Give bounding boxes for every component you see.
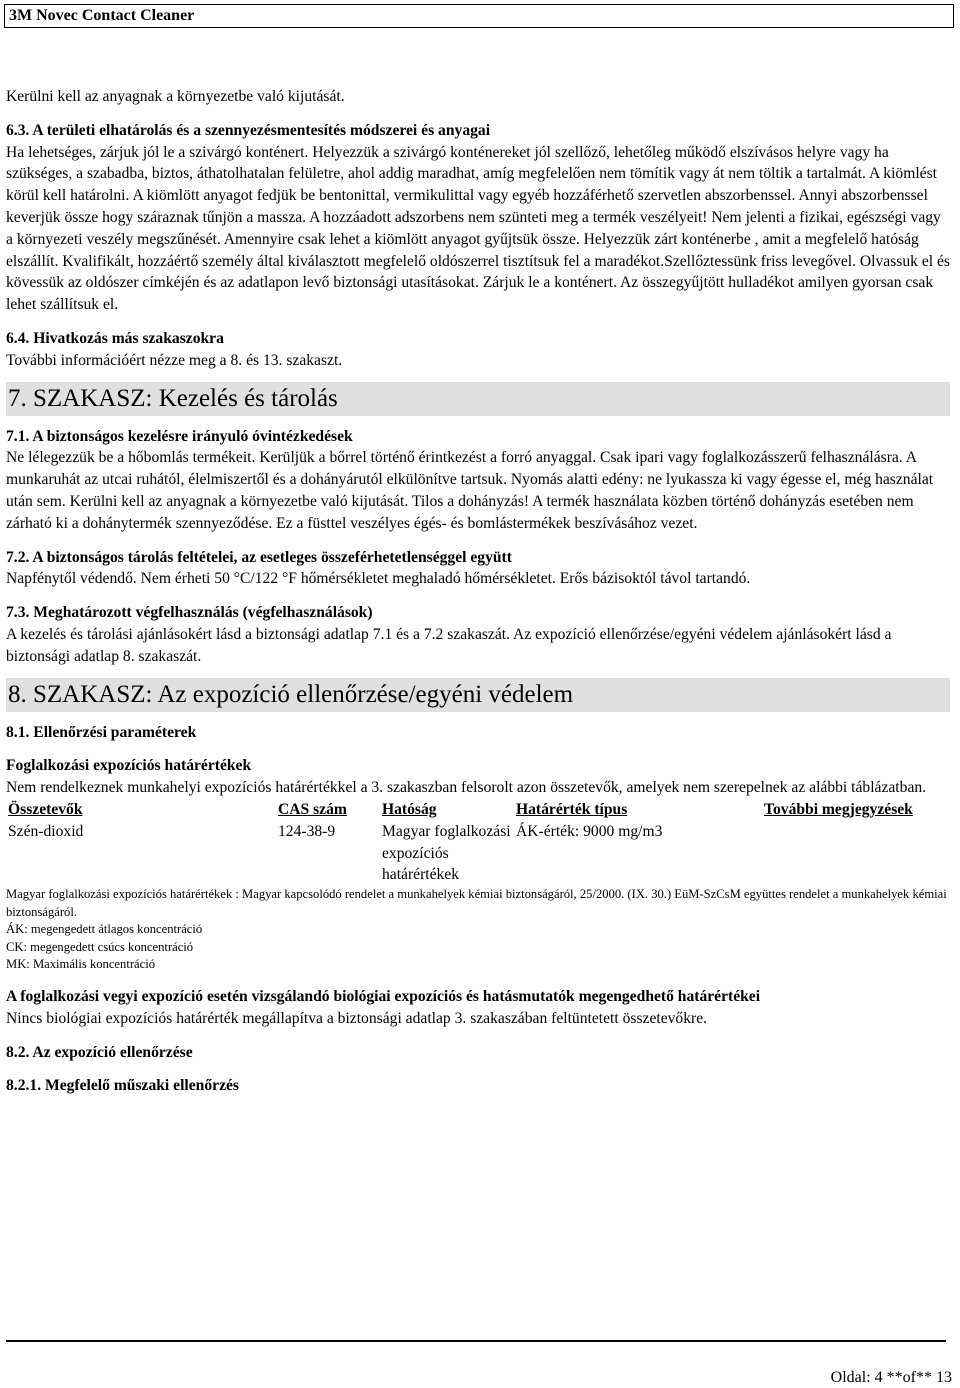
section-8-title: 8. SZAKASZ: Az expozíció ellenőrzése/egyéni védelem xyxy=(6,678,950,712)
section-6-4-heading: 6.4. Hivatkozás más szakaszokra xyxy=(6,329,224,347)
document-title: 3M Novec Contact Cleaner xyxy=(9,7,195,24)
page-number: Oldal: 4 **of** 13 xyxy=(830,1369,952,1386)
column-header-authority: Hatóság xyxy=(382,800,437,818)
exposure-limits-table xyxy=(6,799,950,886)
cell-ingredient: Szén-dioxid xyxy=(8,822,84,840)
document-body xyxy=(6,86,950,1097)
table-note: ÁK: megengedett átlagos koncentráció xyxy=(6,922,203,937)
section-7-1-body: Ne lélegezzük be a hőbomlás termékeit. Kerüljük a bőrrel történő érintkezést a forró anyaggal. Csak ipari vagy foglalkozásszerű felhasználásra. A munkaruhát az utcai ruhától, élelmiszertől és a dohányárutól elkülönítve tartsuk. Nyomás alatti edény: ne lyukassza ki vagy égesse el, még használat után sem. Kerülni kell az anyagnak a környezetbe való kijutását. Tilos a dohányzás! A termék használata közben történő dohányzás esetében nem zárható ki a dohánytermék szennyeződése. Ez a füsttel veszélyes égés- és bomlástermékek beszívásához vezet. xyxy=(6,449,934,532)
column-header-cas: CAS szám xyxy=(278,800,347,818)
section-7-2-body: Napfénytől védendő. Nem érheti 50 °C/122 °F hőmérsékletet meghaladó hőmérsékletet. Erős bázisoktól távol tartandó. xyxy=(6,570,751,588)
table-note: Magyar foglalkozási expozíciós határértékek : Magyar kapcsolódó rendelet a munkahelyek kémiai biztonságáról, 25/2000. (IX. 30.) EüM-SzCsM együttes rendelet a munkahelyek kémiai biztonságáról. xyxy=(6,887,947,919)
section-7-3-heading: 7.3. Meghatározott végfelhasználás (végfelhasználások) xyxy=(6,604,373,622)
document-header xyxy=(4,4,954,28)
occupational-limits-heading: Foglalkozási expozíciós határértékek xyxy=(6,757,252,775)
column-header-remarks: További megjegyzések xyxy=(764,800,913,818)
section-6-4-body: További információért nézze meg a 8. és 13. szakaszt. xyxy=(6,351,343,369)
column-header-ingredient: Összetevők xyxy=(8,800,83,818)
table-note: CK: megengedett csúcs koncentráció xyxy=(6,939,194,954)
section-8-1-heading: 8.1. Ellenőrzési paraméterek xyxy=(6,723,197,741)
occupational-limits-body: Nem rendelkeznek munkahelyi expozíciós határértékkel a 3. szakaszban felsorolt azon összetevők, amelyek nem szerepelnek az alábbi táblázatban. xyxy=(6,779,927,797)
table-note: MK: Maximális koncentráció xyxy=(6,957,155,972)
footer-divider xyxy=(6,1340,946,1342)
section-8-2-heading: 8.2. Az expozíció ellenőrzése xyxy=(6,1043,193,1061)
section-7-2-heading: 7.2. A biztonságos tárolás feltételei, az esetleges összeférhetetlenséggel együtt xyxy=(6,548,512,566)
section-7-3-body: A kezelés és tárolási ajánlásokért lásd a biztonsági adatlap 7.1 és a 7.2 szakaszát. Az expozíció ellenőrzése/egyéni védelem ajánlásokért lásd a biztonsági adatlap 8. szakaszát. xyxy=(6,625,892,665)
column-header-limit-type: Határérték típus xyxy=(516,800,628,818)
table-row xyxy=(6,821,950,886)
section-6-3-body: Ha lehetséges, zárjuk jól le a szivárgó konténert. Helyezzük a szivárgó konténereket jól szellőző, lehetőleg működő elszívásos helyre vagy ha szükséges, a szabadba, biztos, áthatolhatalan felületre, ahol addig maradhat, amíg megfelelően nem tömítik vagy át nem töltik a tartalmát. A kiömlést körül kell határolni. A kiömlött anyagot fedjük be bentonittal, vermikulittal vagy egyéb hozzáférhető szervetlen abszorbenssel. Annyi abszorbenssel keverjük össze hogy száraznak tűnjön a massza. A hozzáadott adszorbens nem szünteti meg a termék veszélyeit! Nem jelenti a fizikai, egészségi vagy a környezeti veszély megszűnését. Amennyire csak lehet a kiömlött anyagot gyűjtsük össze. Helyezzük zárt konténerbe , amit a megfelelő hatóság elszállít. Kvalifikált, hozzáértő személy által kiválasztott megfelelő oldószerrel tisztítsuk fel a maradékot.Szellőztessünk friss levegővel. Olvassuk el és kövessük az oldószer címkéjén és az adatlapon levő biztonsági utasításokat. Zárjuk le a konténert. Az összegyűjtött hulladékot amilyen gyorsan csak lehet szállítsuk el. xyxy=(6,143,950,314)
cell-cas: 124-38-9 xyxy=(278,822,336,840)
section-8-2-1-heading: 8.2.1. Megfelelő műszaki ellenőrzés xyxy=(6,1077,239,1095)
cell-limit-type: ÁK-érték: 9000 mg/m3 xyxy=(516,822,663,840)
biological-limits-heading: A foglalkozási vegyi expozíció esetén vizsgálandó biológiai expozíciós és hatásmutatók megengedhető határértékei xyxy=(6,988,761,1006)
section-6-2-tail: Kerülni kell az anyagnak a környezetbe való kijutását. xyxy=(6,88,345,105)
cell-authority: Magyar foglalkozási expozíciós határértékek xyxy=(382,822,511,884)
section-6-3-heading: 6.3. A területi elhatárolás és a szennyezésmentesítés módszerei és anyagai xyxy=(6,121,491,139)
section-7-1-heading: 7.1. A biztonságos kezelésre irányuló óvintézkedések xyxy=(6,427,353,445)
biological-limits-body: Nincs biológiai expozíciós határérték megállapítva a biztonsági adatlap 3. szakaszában feltüntetett összetevőkre. xyxy=(6,1009,708,1027)
table-header-row xyxy=(6,799,950,821)
cell-remarks xyxy=(762,821,950,886)
section-7-title: 7. SZAKASZ: Kezelés és tárolás xyxy=(6,382,950,416)
